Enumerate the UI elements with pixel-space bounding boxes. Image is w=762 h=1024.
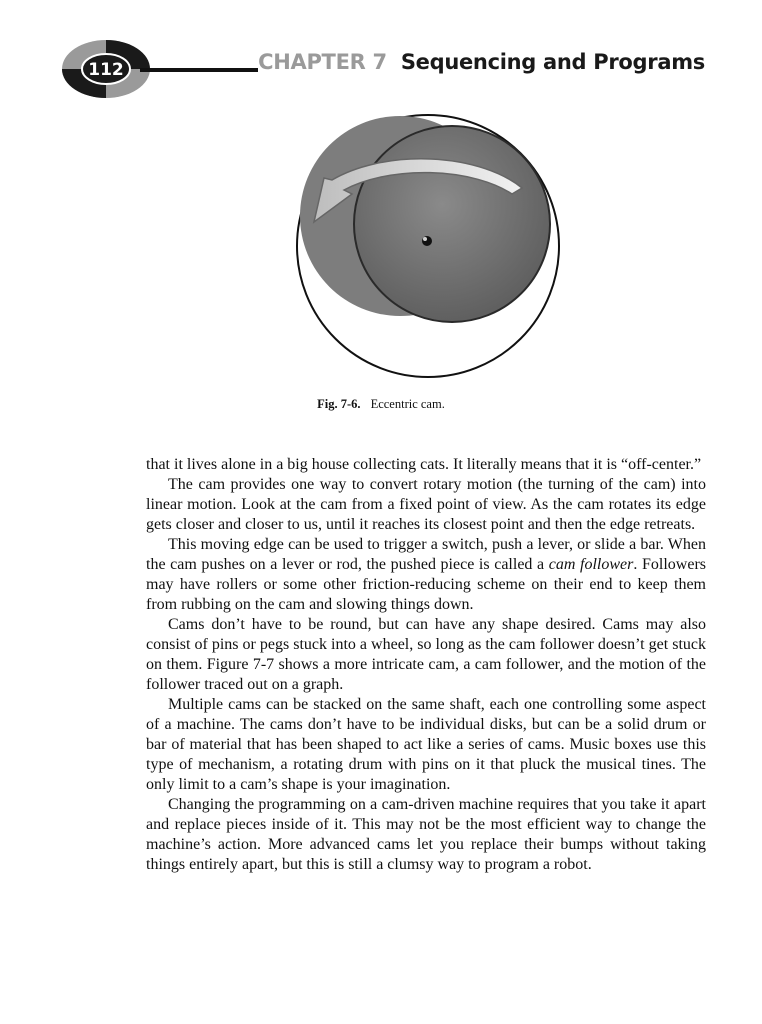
term-cam-follower: cam follower [548, 556, 634, 573]
paragraph-text: . Followers may have rollers or some other friction-reducing scheme on their end to keep them from rubbing on the cam and slowing things down. [146, 556, 707, 613]
page-number-badge [60, 38, 152, 105]
figure-caption-text: Eccentric cam. [370, 397, 445, 411]
figure-caption [0, 397, 762, 412]
paragraph: that it lives alone in a big house collecting cats. It literally means that it is “off-center.” [146, 456, 702, 473]
body-text [146, 455, 706, 875]
page-number-badge-graphic [60, 38, 152, 100]
paragraph [146, 535, 706, 615]
chapter-title: Sequencing and Programs [400, 50, 705, 74]
paragraph: Multiple cams can be stacked on the same shaft, each one controlling some aspect of a machine. The cams don’t have to be individual disks, but can be a solid drum or bar of material that has been shaped to act like a series of cams. Music boxes use this type of mechanism, a rotating drum with pins on it that pluck the musical tines. The only limit to a cam’s shape is your imagination. [146, 696, 706, 793]
cam-disk [354, 126, 550, 322]
paragraph: The cam provides one way to convert rotary motion (the turning of the cam) into linear motion. Look at the cam from a fixed point of view. As the cam rotates its edge gets closer and closer to us, until it reaches its closest point and then the edge retreats. [146, 476, 706, 533]
shaft-hole [422, 236, 432, 246]
page-number: 112 [88, 60, 124, 80]
chapter-label: CHAPTER 7 [258, 50, 387, 74]
paragraph-text: This moving edge can be used to trigger a switch, push a lever, or slide a bar. When the cam pushes on a lever or rod, the pushed piece is called a [146, 536, 706, 573]
header-rule [140, 68, 258, 72]
running-header [258, 50, 705, 74]
paragraph: Cams don’t have to be round, but can have any shape desired. Cams may also consist of pins or pegs stuck into a wheel, so long as the cam follower doesn’t get stuck on them. Figure 7-7 shows a more intricate cam, a cam follower, and the motion of the follower traced out on a graph. [146, 616, 706, 693]
eccentric-cam-figure [294, 112, 564, 387]
paragraph: Changing the programming on a cam-driven machine requires that you take it apart and replace pieces inside of it. This may not be the most efficient way to change the machine’s action. More advanced cams let you replace their bumps without taking things entirely apart, but this is still a clumsy way to program a robot. [146, 796, 706, 873]
figure-label: Fig. 7-6. [317, 397, 361, 411]
eccentric-cam-illustration [294, 112, 564, 382]
